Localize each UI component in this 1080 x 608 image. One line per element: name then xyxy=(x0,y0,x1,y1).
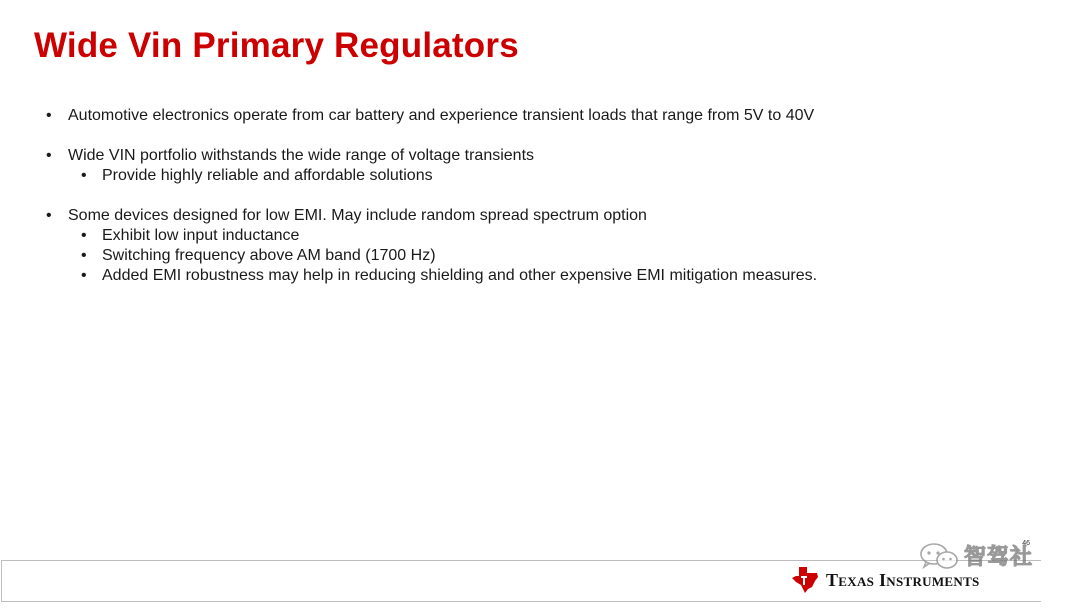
list-item xyxy=(0,206,1000,226)
sub-list-item xyxy=(0,226,1000,246)
sub-list-item-text: Exhibit low input inductance xyxy=(102,227,300,244)
sub-bullet-marker: • xyxy=(81,167,87,184)
watermark-text: 智驾社 xyxy=(964,545,1034,570)
slide-title: Wide Vin Primary Regulators xyxy=(34,26,519,65)
list-item-text: Some devices designed for low EMI. May include random spread spectrum option xyxy=(68,207,647,224)
sub-bullet-marker: • xyxy=(81,227,87,244)
list-item-text: Automotive electronics operate from car battery and experience transient loads that range from 5V to 40V xyxy=(68,107,815,124)
bullet-list xyxy=(0,106,1000,286)
list-item xyxy=(0,146,1000,166)
watermark xyxy=(918,540,1033,571)
sub-list-item xyxy=(0,166,1000,186)
sub-bullet-marker: • xyxy=(81,247,87,264)
sub-list-item-text: Switching frequency above AM band (1700 Hz) xyxy=(102,247,436,264)
list-item-text: Wide VIN portfolio withstands the wide range of voltage transients xyxy=(68,147,535,164)
list-item xyxy=(0,106,1000,126)
bullet-marker: • xyxy=(46,147,52,164)
ti-logo-text: Texas Instruments xyxy=(826,569,980,590)
sub-list-item xyxy=(0,266,1000,286)
bullet-marker: • xyxy=(46,107,52,124)
sub-list-item-text: Added EMI robustness may help in reducing shielding and other expensive EMI mitigation measures. xyxy=(102,267,818,284)
wechat-icon xyxy=(918,541,960,571)
sub-list-item-text: Provide highly reliable and affordable solutions xyxy=(102,167,433,184)
bullet-marker: • xyxy=(46,207,52,224)
ti-state-logo-icon xyxy=(790,566,820,594)
sub-list-item xyxy=(0,246,1000,266)
page-number: 46 xyxy=(1022,540,1030,547)
sub-bullet-marker: • xyxy=(81,267,87,284)
